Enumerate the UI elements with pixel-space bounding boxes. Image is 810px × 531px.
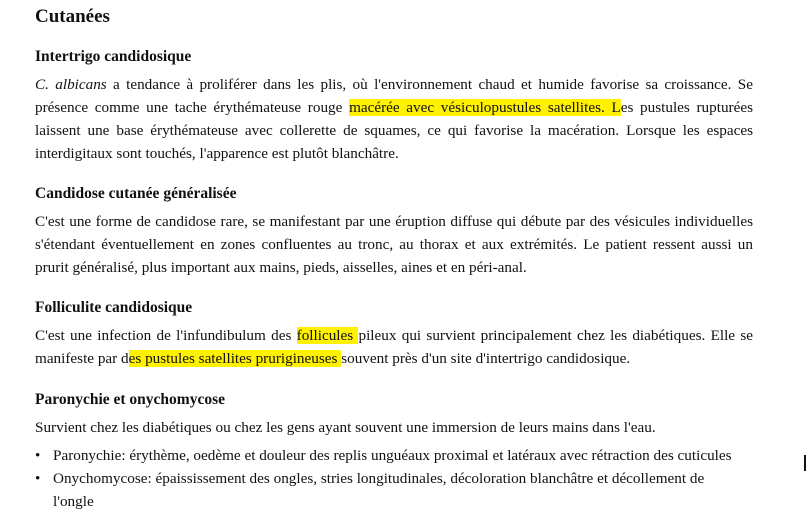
text-run: C'est une infection de l'infundibulum des <box>35 327 297 344</box>
highlighted-text: follicules <box>296 327 359 344</box>
text-run: souvent près d'un site d'intertrigo candidosique. <box>341 350 631 367</box>
highlighted-text: macérée avec vésiculopustules satellites. L <box>349 99 621 116</box>
bullet-icon: • <box>35 447 41 464</box>
paragraph-line: interdigitaux sont touchés, l'apparence est plutôt blanchâtre. <box>35 145 399 162</box>
text-run: pileux qui survient principalement chez les diabétiques. Elle se <box>358 327 753 344</box>
section-heading: Paronychie et onychomycose <box>35 391 225 408</box>
text-run: manifeste par d <box>35 350 129 367</box>
paragraph-line: Survient chez les diabétiques ou chez les gens ayant souvent une immersion de leurs mains dans l'eau. <box>35 419 656 436</box>
list-item: Paronychie: érythème, oedème et douleur des replis unguéaux proximal et latéraux avec rétraction des cuticules <box>53 447 732 464</box>
text-run: a tendance à proliférer dans les plis, où l'environnement chaud et humide favorise sa croissance. Se <box>106 76 753 93</box>
list-item: Onychomycose: épaississement des ongles, stries longitudinales, décoloration blanchâtre et décollement de <box>53 470 705 487</box>
section-heading: Folliculite candidosique <box>35 299 193 316</box>
paragraph-line: s'étendant éventuellement en zones confluentes au tronc, au thorax et aux extrémités. Le patient ressent aussi un <box>35 236 753 253</box>
section-heading: Intertrigo candidosique <box>35 48 192 65</box>
italic-species: C. albicans <box>35 76 107 93</box>
paragraph-line <box>35 98 753 118</box>
text-run: es pustules rupturées <box>620 99 753 116</box>
paragraph-line: C'est une forme de candidose rare, se manifestant par une éruption diffuse qui débute par des vésicules individuelles <box>35 213 753 230</box>
text-run: présence comme une tache érythémateuse rouge <box>35 99 350 116</box>
paragraph-line <box>35 75 753 95</box>
highlighted-text: es pustules satellites prurigineuses <box>128 350 342 367</box>
paragraph-line <box>35 326 753 346</box>
list-item-continuation: l'ongle <box>53 493 94 510</box>
page-title: Cutanées <box>35 6 110 27</box>
paragraph-line: prurit généralisé, plus important aux mains, pieds, aisselles, aines et en péri-anal. <box>35 259 527 276</box>
bullet-icon: • <box>35 470 41 487</box>
paragraph-line: laissent une base érythémateuse avec collerette de squames, ce qui favorise la macération. Lorsque les espaces <box>35 122 753 139</box>
text-cursor <box>804 455 806 471</box>
paragraph-line <box>35 349 753 369</box>
section-heading: Candidose cutanée généralisée <box>35 185 237 202</box>
